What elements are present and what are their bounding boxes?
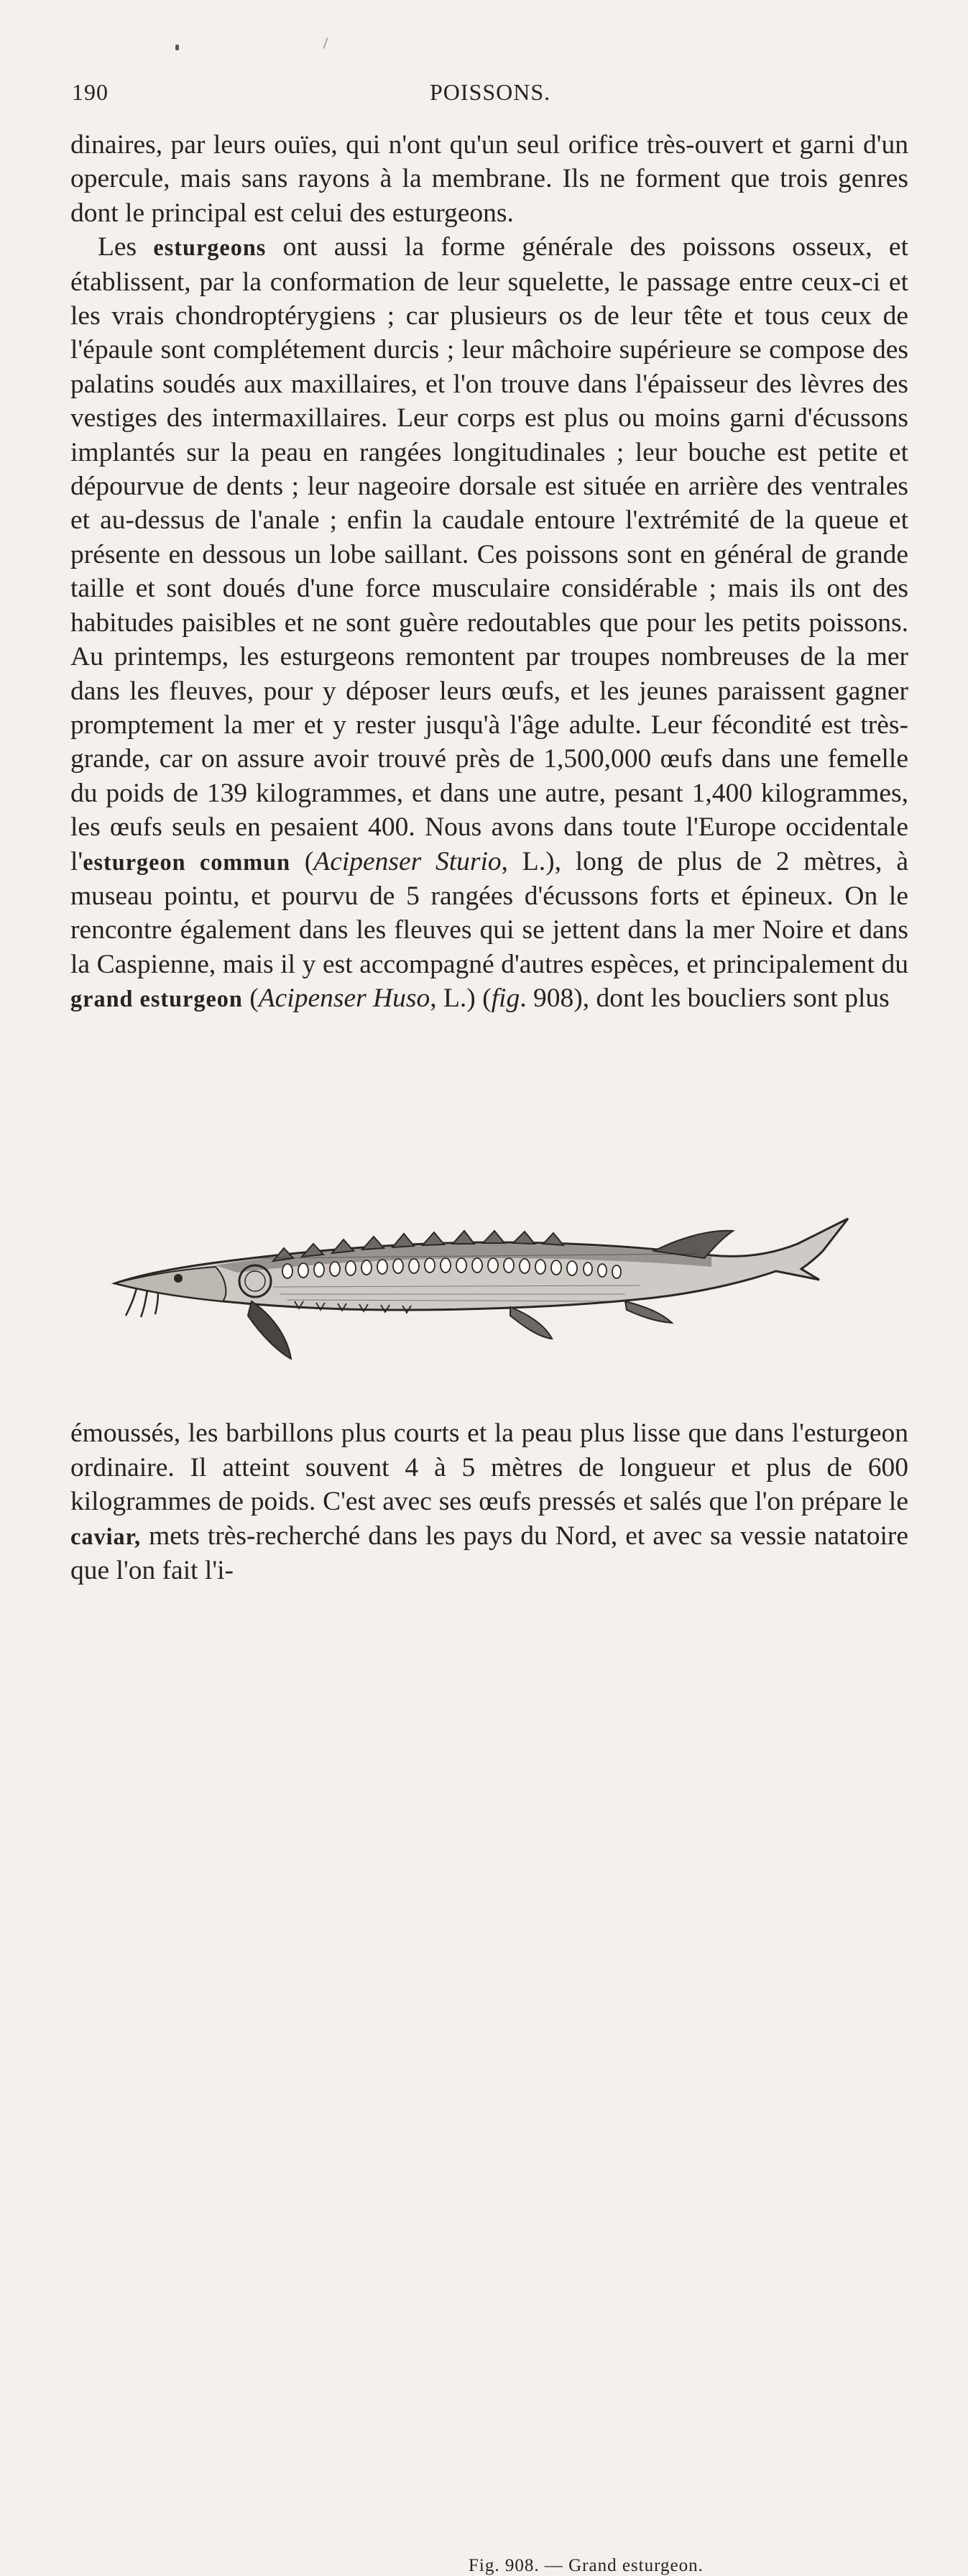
fish-eye <box>174 1274 183 1283</box>
pelvic-fin <box>510 1307 552 1339</box>
text-run: , L.), long de plus de 2 mètres, à museau pointu, et pourvu de 5 rangées d'écussons forts et épineux. On le rencontre également dans les fleuves qui se jettent dans la mer Noire et dans la Caspienne, mais il y est accompagné d'autres espèces, et principalement du <box>70 846 908 979</box>
text-run: , L.) ( <box>430 984 492 1014</box>
bold-term-esturgeon-commun: esturgeon commun <box>83 848 291 875</box>
page-header <box>72 79 905 115</box>
text-run: ont aussi la forme générale des poissons osseux, et établissent, par la conformation de leur squelette, le passage entre ceux-ci et les vrais chondroptérygiens ; car plusieurs os de leur tête et tous ceux de l'épaule sont complétement durcis ; leur mâchoire supérieure se compose des palatins soudés aux maxillaires, et l'on trouve dans l'épaisseur des lèvres des vestiges des intermaxillaires. Leur corps est plus ou moins garni d'écussons implantés sur la peau en rangées longitudinales ; leur bouche est petite et dépourvue de dents ; leur nageoire dorsale est située en arrière des ventrales et au-dessus de l'anale ; enfin la caudale entoure l'extrémité de la queue et présente en dessous un lobe saillant. Ces poissons sont en général de grande taille et sont doués d'une force musculaire considérable ; mais ils ont des habitudes paisibles et ne sont guère redoutables que pour les petits poissons. Au printemps, les esturgeons remontent par troupes nombreuses de la mer dans les fleuves, pour y déposer leurs œufs, et les jeunes paraissent gagner promptement la mer et y rester jusqu'à l'âge adulte. Leur fécondité est très-grande, car on assure avoir trouvé près de 1,500,000 œufs dans une femelle du poids de 139 kilogrammes, et dans une autre, pesant 1,400 kilogrammes, les œufs seuls en pesaient 400. Nous avons dans toute l'Europe occidentale l' <box>70 232 908 876</box>
continuation-paragraph <box>70 1416 908 1588</box>
intro-paragraph: dinaires, par leurs ouïes, qui n'ont qu'un seul orifice très-ouvert et garni d'un opercule, mais sans rayons à la membrane. Ils ne forment que trois genres dont le principal est celui des esturgeons. <box>70 130 908 228</box>
text-run: Les <box>98 232 154 262</box>
text-run: ( <box>242 984 259 1014</box>
sturgeon-drawing <box>108 1186 862 1373</box>
running-head: POISSONS. <box>430 79 551 105</box>
text-run: . 908), dont les boucliers sont plus <box>520 984 890 1014</box>
body-text-bottom <box>70 1416 908 1588</box>
bold-term-caviar: caviar, <box>70 1523 142 1549</box>
body-text-top <box>70 128 908 1017</box>
text-run: ( <box>290 846 314 876</box>
ink-stroke <box>323 37 328 49</box>
text-run: mets très-recherché dans les pays du Nord, et avec sa vessie natatoire que l'on fait l'i- <box>70 1521 908 1586</box>
fig-abbrev: fig <box>491 984 520 1014</box>
bold-term-grand-esturgeon: grand esturgeon <box>70 986 243 1012</box>
anal-fin <box>625 1301 672 1323</box>
pectoral-fin <box>248 1301 291 1359</box>
figure-caption: Fig. 908. — Grand esturgeon. <box>469 2556 704 2575</box>
fish-head <box>115 1267 226 1301</box>
main-paragraph <box>70 230 908 1016</box>
ink-speck <box>175 45 179 50</box>
latin-name-huso: Acipenser Huso <box>258 984 430 1014</box>
bold-term-esturgeons: esturgeons <box>153 234 267 261</box>
text-run: émoussés, les barbillons plus courts et la peau plus lisse que dans l'esturgeon ordinaire. Il atteint souvent 4 à 5 mètres de longueur et plus de 600 kilogrammes de poids. C'est avec ses œufs pressés et salés que l'on prépare le <box>70 1418 908 1517</box>
page-number: 190 <box>72 79 109 105</box>
latin-name-sturio: Acipenser Sturio <box>313 846 502 876</box>
